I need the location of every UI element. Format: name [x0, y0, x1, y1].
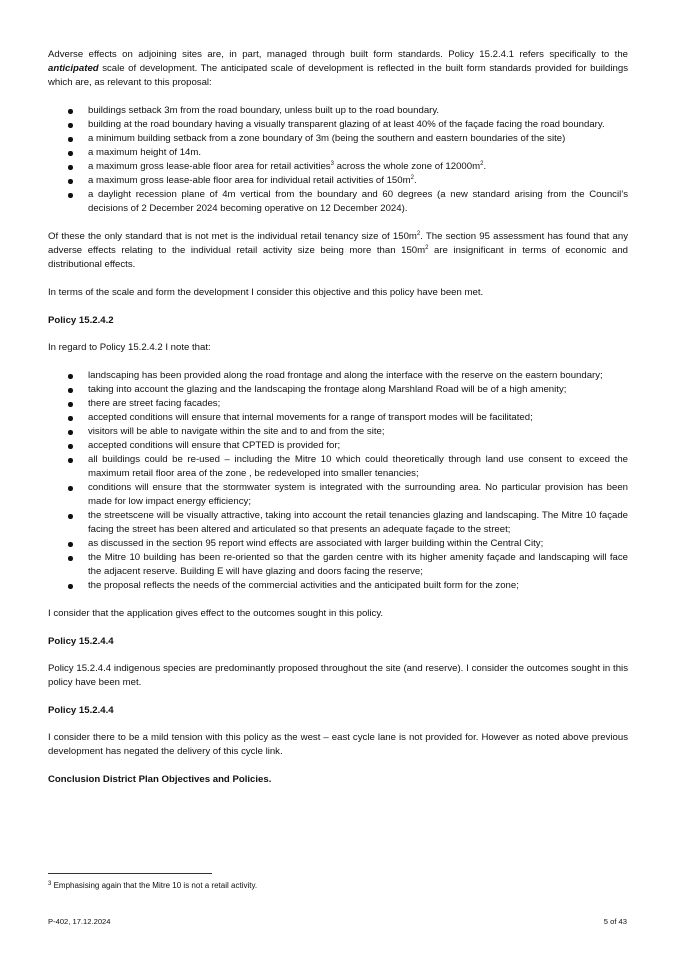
- list-item: taking into account the glazing and the landscaping the frontage along Marshland Road will be of a high amenity;: [48, 383, 628, 397]
- cycle-lane-paragraph: I consider there to be a mild tension with this policy as the west – east cycle lane is not provided for. However as noted above previous development has negated the delivery of this cycle link.: [48, 732, 628, 757]
- list-item: conditions will ensure that the stormwater system is integrated with the surrounding area. No particular provision has been made for low impact energy efficiency;: [48, 481, 628, 509]
- list-item: a maximum gross lease-able floor area for retail activities$^3$ across the whole zone of $12000m^2$.: [48, 160, 628, 174]
- list-item: there are street facing facades;: [48, 397, 628, 411]
- list-item: a maximum height of 14m.: [48, 146, 628, 160]
- page-number: 5 of 43: [603, 917, 627, 926]
- list-item: buildings setback 3m from the road boundary, unless built up to the road boundary.: [48, 104, 628, 118]
- list-item: accepted conditions will ensure that CPTED is provided for;: [48, 439, 628, 453]
- anticipated-emphasis: anticipated: [48, 63, 99, 74]
- list-item: a daylight recession plane of 4m vertical from the boundary and 60 degrees (a new standard arising from the Council’s decisions of 2 December 2024 becoming operative on 12 December 2024).: [48, 188, 628, 216]
- scale-form-paragraph: In terms of the scale and form the development I consider this objective and this policy have been met.: [48, 287, 484, 298]
- intro-paragraph: Adverse effects on adjoining sites are, in part, managed through built form standards. Policy 15.2.4.1 refers specifically to the anticipated scale of development. The anticipated scale of development is reflected in the built form standards provided for buildings which are, as relevant to this proposal:: [48, 49, 628, 88]
- list-item: building at the road boundary having a visually transparent glazing of at least 40% of the façade facing the road boundary.: [48, 118, 628, 132]
- policy-conclusion-paragraph: I consider that the application gives effect to the outcomes sought in this policy.: [48, 608, 384, 619]
- list-item: accepted conditions will ensure that internal movements for a range of transport modes will be facilitated;: [48, 411, 628, 425]
- list-item: the proposal reflects the needs of the commercial activities and the anticipated built form for the zone;: [48, 579, 628, 593]
- document-reference: P-402, 17.12.2024: [48, 917, 111, 926]
- built-form-standards-list: [48, 104, 628, 216]
- list-item: a maximum gross lease-able floor area for individual retail activities of $150m^2$.: [48, 174, 628, 188]
- indigenous-species-paragraph: Policy 15.2.4.4 indigenous species are predominantly proposed throughout the site (and reserve). I consider the outcomes sought in this policy have been met.: [48, 663, 628, 688]
- list-item: landscaping has been provided along the road frontage and along the interface with the reserve on the eastern boundary;: [48, 369, 628, 383]
- policy-heading: Policy 15.2.4.2: [48, 315, 114, 326]
- footnote-reference[interactable]: 3: [330, 161, 334, 167]
- list-item: as discussed in the section 95 report wind effects are associated with larger building within the Central City;: [48, 537, 628, 551]
- conclusion-heading: Conclusion District Plan Objectives and Policies.: [48, 774, 272, 785]
- list-item: all buildings could be re-used – including the Mitre 10 which could theoretically through land use consent to exceed the maximum retail floor area of the zone , be redeveloped into smaller tenancies;: [48, 453, 628, 481]
- document-page: [48, 48, 628, 800]
- list-item: the streetscene will be visually attractive, taking into account the retail tenancies glazing and landscaping. The Mitre 10 façade facing the street has been altered and articulated so that presents an adequate façade to the street;: [48, 509, 628, 537]
- policy-heading: Policy 15.2.4.4: [48, 705, 114, 716]
- standards-summary-paragraph: Of these the only standard that is not met is the individual retail tenancy size of $150m^2$. The section 95 assessment has found that any adverse effects relating to the individual retail activity size being more than $150m^2$ are insignificant in terms of economic and distributional effects.: [48, 231, 628, 270]
- footnote-divider: [48, 873, 212, 874]
- list-item: the Mitre 10 building has been re-oriented so that the garden centre with its higher amenity façade and landscaping will face the adjacent reserve. Building E will have glazing and doors facing the reserve;: [48, 551, 628, 579]
- list-item: visitors will be able to navigate within the site and to and from the site;: [48, 425, 628, 439]
- footnote: $^3$ Emphasising again that the Mitre 10 is not a retail activity.: [48, 881, 258, 890]
- policy-lead-paragraph: In regard to Policy 15.2.4.2 I note that:: [48, 342, 211, 353]
- policy-heading: Policy 15.2.4.4: [48, 636, 114, 647]
- list-item: a minimum building setback from a zone boundary of 3m (being the southern and eastern boundaries of the site): [48, 132, 628, 146]
- policy-15-2-4-2-list: [48, 369, 628, 593]
